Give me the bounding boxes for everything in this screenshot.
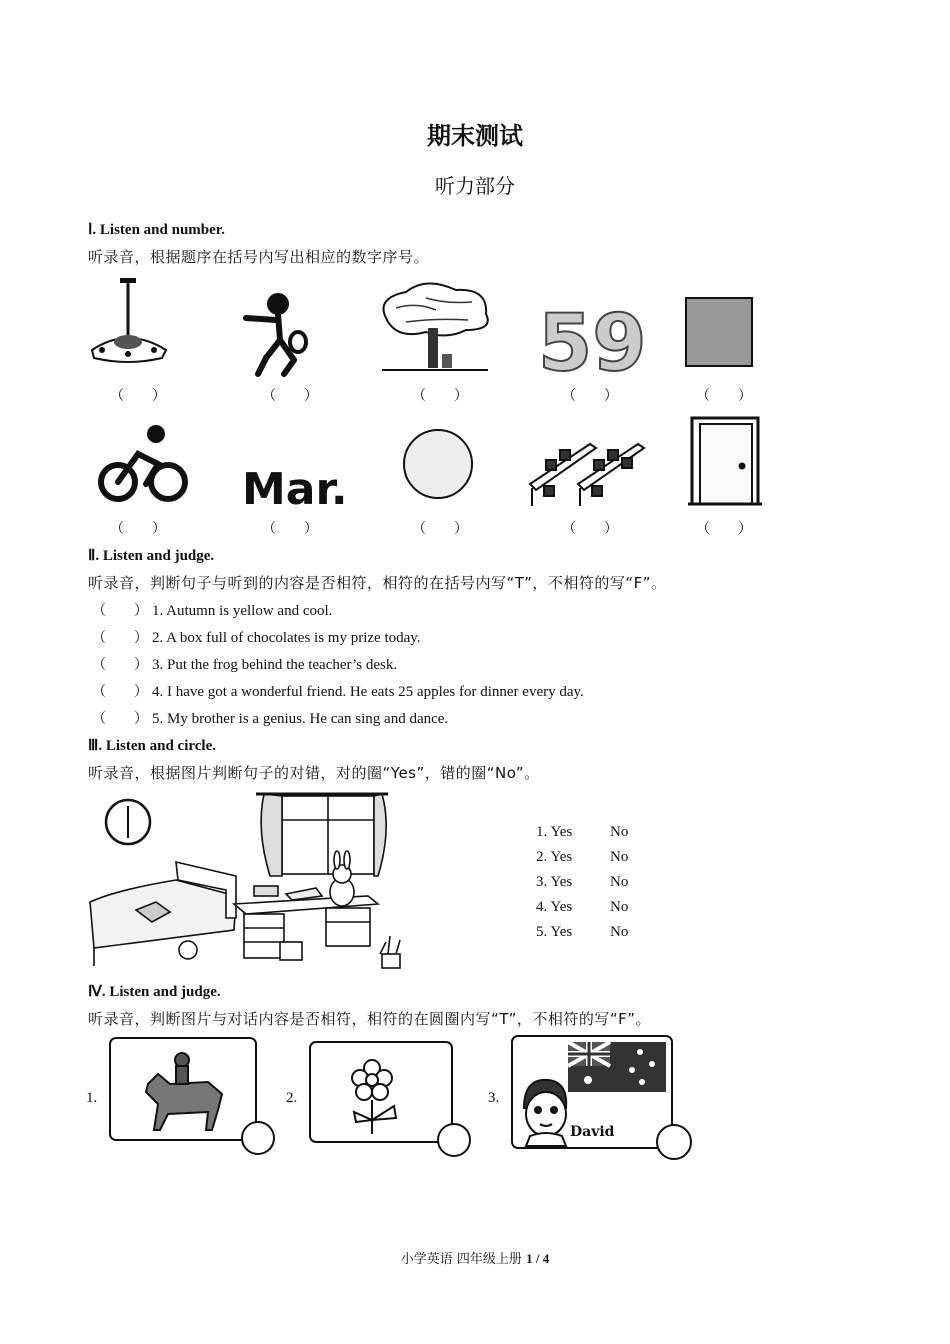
answer-bracket[interactable]: （ ）	[262, 388, 318, 404]
page-number: 1 / 4	[526, 1251, 550, 1266]
answer-bracket[interactable]: （ ）	[92, 603, 148, 619]
guitar-player-icon	[246, 296, 306, 374]
section-4-heading: Ⅳ. Listen and judge.	[88, 984, 221, 1000]
section-1-heading: Ⅰ. Listen and number.	[88, 222, 225, 238]
answer-circle[interactable]	[242, 1122, 274, 1154]
yes-option[interactable]: 4. Yes	[536, 899, 573, 915]
picture-row-1	[86, 278, 786, 389]
circle-option-row	[536, 824, 628, 841]
svg-text:Mar.: Mar.	[242, 464, 348, 515]
page-title: 期末测试	[427, 121, 523, 150]
svg-text:59: 59	[538, 299, 647, 389]
david-card	[512, 1036, 691, 1159]
picture-cards	[108, 1034, 708, 1164]
section-3-heading: Ⅲ. Listen and circle.	[88, 738, 216, 754]
no-option[interactable]: No	[610, 849, 629, 865]
yes-option[interactable]: 3. Yes	[536, 874, 573, 890]
no-option[interactable]: No	[610, 874, 629, 890]
answer-bracket[interactable]: （ ）	[92, 657, 148, 673]
answer-bracket[interactable]: （ ）	[562, 521, 618, 537]
footer-text: 小学英语 四年级上册	[400, 1252, 522, 1267]
judge-sentence: 2. A box full of chocolates is my prize today.	[152, 630, 421, 646]
section-2-instruction: 听录音，判断句子与听到的内容是否相符，相符的在括号内写“T”，不相符的写“F”。	[88, 574, 667, 592]
answer-bracket[interactable]: （ ）	[92, 711, 148, 727]
judge-sentence: 1. Autumn is yellow and cool.	[152, 603, 333, 619]
yes-option[interactable]: 2. Yes	[536, 849, 573, 865]
answer-bracket[interactable]: （ ）	[412, 388, 468, 404]
answer-circle[interactable]	[438, 1124, 470, 1156]
judge-item	[92, 600, 332, 620]
answer-bracket[interactable]: （ ）	[92, 630, 148, 646]
yes-option[interactable]: 5. Yes	[536, 924, 573, 940]
answer-bracket[interactable]: （ ）	[110, 388, 166, 404]
number-59-icon	[538, 299, 647, 389]
answer-bracket[interactable]: （ ）	[110, 521, 166, 537]
tree-icon	[382, 283, 488, 370]
item-number: 1.	[86, 1090, 98, 1106]
month-abbreviation-icon	[242, 464, 348, 515]
judge-item	[92, 708, 448, 728]
answer-bracket[interactable]: （ ）	[562, 388, 618, 404]
judge-sentence: 3. Put the frog behind the teacher’s desk.	[152, 657, 398, 673]
section-4-instruction: 听录音，判断图片与对话内容是否相符，相符的在圆圈内写“T”，不相符的写“F”。	[88, 1010, 652, 1028]
picture-row-2	[86, 414, 786, 514]
answer-bracket[interactable]: （ ）	[92, 684, 148, 700]
item-number: 3.	[488, 1090, 500, 1106]
answer-bracket[interactable]: （ ）	[696, 388, 752, 404]
circle-option-row	[536, 849, 628, 866]
judge-item	[92, 627, 421, 647]
bedroom-picture	[86, 790, 416, 975]
horse-rider-card	[110, 1038, 274, 1154]
yes-option[interactable]: 1. Yes	[536, 824, 573, 840]
ball-icon	[404, 430, 472, 498]
window-icon	[256, 794, 388, 876]
australia-flag-icon	[568, 1042, 666, 1092]
clock-icon	[106, 800, 150, 844]
section-2-heading: Ⅱ. Listen and judge.	[88, 548, 215, 564]
answer-bracket[interactable]: （ ）	[696, 521, 752, 537]
door-icon	[688, 418, 762, 504]
item-number: 2.	[286, 1090, 298, 1106]
box-icon	[280, 942, 302, 960]
name-label: David	[570, 1124, 615, 1140]
potted-plant-icon	[380, 936, 400, 968]
judge-sentence: 4. I have got a wonderful friend. He eats 25 apples for dinner every day.	[152, 684, 584, 700]
flower-card	[310, 1042, 470, 1156]
answer-bracket[interactable]: （ ）	[262, 521, 318, 537]
circle-option-row	[536, 924, 628, 941]
page-subtitle: 听力部分	[435, 174, 515, 198]
judge-item	[92, 681, 584, 701]
answer-circle[interactable]	[657, 1125, 691, 1159]
judge-sentence: 5. My brother is a genius. He can sing and dance.	[152, 711, 449, 727]
section-3-instruction: 听录音，根据图片判断句子的对错，对的圈“Yes”，错的圈“No”。	[88, 764, 540, 782]
no-option[interactable]: No	[610, 899, 629, 915]
bicycle-icon	[101, 425, 185, 499]
circle-option-row	[536, 899, 628, 916]
bed-icon	[90, 862, 236, 966]
square-icon	[686, 298, 752, 366]
desk-icon	[234, 886, 378, 958]
no-option[interactable]: No	[610, 824, 629, 840]
boy-face-icon	[524, 1080, 566, 1146]
ceiling-lamp-icon	[92, 278, 166, 362]
classroom-desks-icon	[530, 444, 644, 506]
circle-option-row	[536, 874, 628, 891]
football-icon	[179, 941, 197, 959]
no-option[interactable]: No	[610, 924, 629, 940]
section-1-instruction: 听录音，根据题序在括号内写出相应的数字序号。	[88, 248, 430, 266]
page-footer	[0, 1248, 950, 1267]
answer-bracket[interactable]: （ ）	[412, 521, 468, 537]
judge-item	[92, 654, 397, 674]
